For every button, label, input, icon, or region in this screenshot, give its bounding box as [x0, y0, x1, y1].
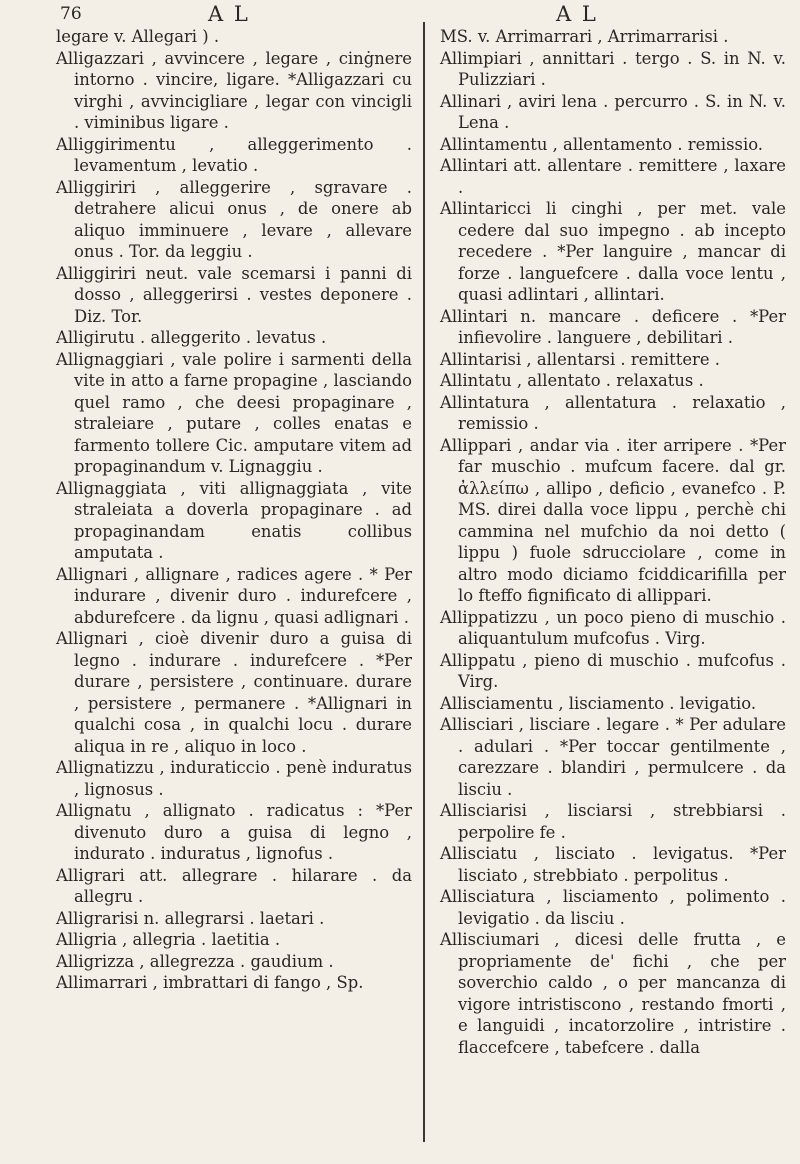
- page-number: 76: [60, 4, 82, 24]
- right-column: [440, 26, 786, 1058]
- dictionary-entry: Allisciamentu , lisciamento . levigatio.: [440, 693, 757, 713]
- left-column: [56, 26, 412, 994]
- dictionary-entry: Alligirutu . alleggerito . levatus .: [56, 328, 327, 347]
- running-head-left: A L: [208, 2, 250, 26]
- dictionary-entry: Alliggirimentu , alleggerimento . levamentum , levatio .: [56, 134, 412, 175]
- running-head-right: A L: [556, 2, 598, 26]
- dictionary-entry: Alligrizza , allegrezza . gaudium .: [56, 951, 334, 971]
- dictionary-entry: Alligrarisi n. allegrarsi . laetari .: [56, 908, 325, 928]
- dictionary-entry: Allisciarisi , lisciarsi , strebbiarsi . perpolire fe .: [440, 801, 786, 842]
- dictionary-entry: legare v. Allegari ) .: [56, 27, 220, 46]
- dictionary-entry: Allignatu , allignato . radicatus : *Per divenuto duro a guisa di legno , indurato . induratus , lignofus .: [56, 801, 412, 863]
- dictionary-entry: Allintari n. mancare . deficere . *Per infievolire . languere , debilitari .: [440, 306, 786, 347]
- dictionary-entry: Alliggiriri , alleggerire , sgravare . detrahere alicui onus , de onere ab aliquo imminuere , levare , allevare onus . Tor. da leggiu .: [56, 177, 412, 261]
- dictionary-entry: Allignari , cioè divenir duro a guisa di legno . indurare . indurefcere . *Per durare , persistere , continuare. durare , persistere , permanere . *Allignari in qualchi cosa , in qualchi locu . durare aliqua in re , aliquo in loco .: [56, 629, 412, 756]
- dictionary-entry-continued: MS. v. Arrimarrari , Arrimarrarisi .: [440, 27, 729, 46]
- dictionary-entry: Allippatu , pieno di muschio . mufcofus . Virg.: [440, 650, 786, 691]
- dictionary-entry: Alliggiriri neut. vale scemarsi i panni di dosso , alleggerirsi . vestes deponere . Diz. Tor.: [56, 263, 412, 326]
- dictionary-entry: Alligazzari , avvincere , legare , cinġnere intorno . vincire, ligare. *Alligazzari cu virghi , avvincigliare , legar con vincigli . viminibus ligare .: [56, 48, 412, 132]
- dictionary-entry: Allignari , allignare , radices agere . * Per indurare , divenir duro . indurefcere , abdurefcere . da lignu , quasi adlignari .: [56, 564, 412, 627]
- dictionary-entry: Allintatu , allentato . relaxatus .: [440, 371, 704, 390]
- dictionary-entry: Allinari , aviri lena . percurro . S. in N. v. Lena .: [440, 91, 786, 132]
- dictionary-entry: Allisciari , lisciare . legare . * Per adulare . adulari . *Per toccar gentilmente , carezzare . blandiri , permulcere . da lisciu .: [440, 715, 786, 799]
- dictionary-entry: Alligrari att. allegrare . hilarare . da allegru .: [56, 865, 412, 906]
- dictionary-entry: Allisciatura , lisciamento , polimento . levigatio . da lisciu .: [440, 887, 786, 928]
- column-divider: [423, 22, 425, 1142]
- dictionary-entry: Allippari , andar via . iter arripere . *Per far muschio . mufcum facere. dal gr. ἀλλείπω , allipo , deficio , evanefco . P. MS. direi dalla voce lippu , perchè chi cammina nel mufchio da noi detto ( lippu ) fuole sdrucciolare , come in altro modo diciamo fciddicarifilla per lo fteffo fignificato di allippari.: [440, 435, 786, 605]
- dictionary-entry: Allintamentu , allentamento . remissio.: [440, 134, 763, 154]
- dictionary-entry: Allintaricci li cinghi , per met. vale cedere dal suo impegno . ab incepto recedere . *Per languire , mancar di forze . languefcere . dalla voce lentu , quasi adlintari , allintari.: [440, 199, 786, 304]
- dictionary-entry: Allintari att. allentare . remittere , laxare .: [440, 156, 786, 197]
- dictionary-entry: Allignatizzu , induraticcio . penè induratus , lignosus .: [56, 758, 412, 799]
- dictionary-entry: Allisciumari , dicesi delle frutta , e propriamente de' fichi , che per soverchio caldo , o per mancanza di vigore intristiscono , restando fmorti , e languidi , incatorzolire , intristire . flaccefcere , tabefcere . dalla: [440, 930, 786, 1057]
- dictionary-entry: Allignaggiari , vale polire i sarmenti della vite in atto a farne propagine , lasciando quel ramo , che deesi propaginare , straleiare , putare , colles enatas e farmento tollere Cic. amputare vitem ad propaginandum v. Lignaggiu .: [56, 349, 412, 476]
- dictionary-entry: Allippatizzu , un poco pieno di muschio . aliquantulum mufcofus . Virg.: [440, 607, 786, 648]
- dictionary-entry: Allisciatu , lisciato . levigatus. *Per lisciato , strebbiato . perpolitus .: [440, 844, 786, 885]
- dictionary-entry: Allignaggiata , viti allignaggiata , vite straleiata a doverla propaginare . ad propaginandam enatis collibus amputata .: [56, 478, 412, 562]
- dictionary-entry: Allintarisi , allentarsi . remittere .: [440, 349, 720, 369]
- dictionary-entry: Allimarrari , imbrattari di fango , Sp.: [56, 973, 364, 992]
- dictionary-entry: Allimpiari , annittari . tergo . S. in N. v. Pulizziari .: [440, 48, 786, 89]
- dictionary-entry: Allintatura , allentatura . relaxatio , remissio .: [440, 392, 786, 433]
- dictionary-entry: Alligria , allegria . laetitia .: [56, 930, 281, 949]
